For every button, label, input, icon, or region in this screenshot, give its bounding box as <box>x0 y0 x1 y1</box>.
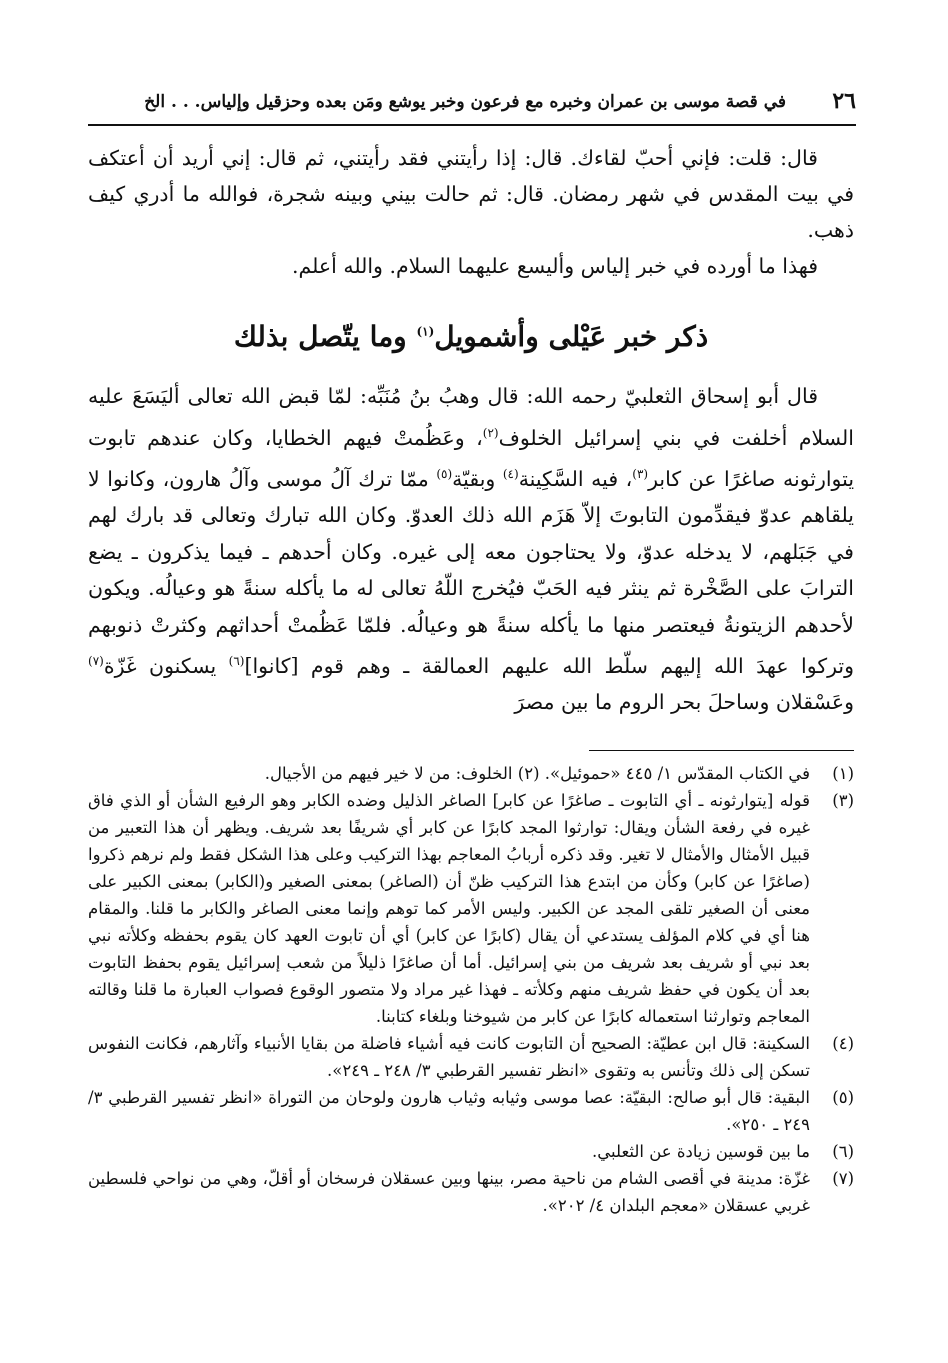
paragraph: فهذا ما أورده في خبر إلياس وأليسع عليهما السلام. والله أعلم. <box>291 254 818 278</box>
footnote-number: (٥) <box>832 1088 854 1107</box>
footnote-ref: (٢) <box>482 425 499 440</box>
footnote <box>88 787 854 1030</box>
text-run: ممّا ترك آلُ موسى وآلُ هارون، وكانوا لا يلقاهم عدوّ فيقدِّمون التابوتَ إلاّ هَزَم الله ذلك العدوّ. وكان الله تبارك وتعالى قد بارك لهم في جَبَلهم، لا يدخله عدوّ، ولا يحتاجون معه إلى غيره. وكان أحدهم ـ فيما يذكرون ـ يضع الترابَ على الصَّخْرة ثم ينثر فيه الحَبّ فيُخرج اللّهُ تعالى له ما يأكله سنةً هو وعيالُه. ويكون لأحدهم الزيتونةُ فيعتصر منها ما يأكله سنةً هو وعيالُه. فلمّا عَظُمتْ أحداثهم وكثرتْ ذنوبهم وتركوا عهدَ الله إليهم سلّط الله عليهم العمالقة ـ وهم قوم [كانوا] <box>88 466 854 678</box>
page-number: ٢٦ <box>832 88 856 114</box>
heading-text: وما يتّصل بذلك <box>233 320 417 353</box>
footnote <box>88 1084 854 1138</box>
footnotes <box>88 760 854 1219</box>
footnote-number: (٦) <box>832 1142 854 1161</box>
footnote-ref: (٣) <box>632 466 649 481</box>
footnote-text: البقية: قال أبو صالح: البقيّة: عصا موسى وثيابه وثياب هارون ولوحان من التوراة «انظر تفسير القرطبي ٣/ ٢٤٩ ـ ٢٥٠». <box>88 1088 810 1134</box>
footnote-ref: (١) <box>416 324 435 339</box>
footnote-text: في الكتاب المقدّس ١/ ٤٤٥ «حموئيل». (٢) الخلوف: من لا خير فيهم من الأجيال. <box>264 764 810 783</box>
footnote-separator <box>589 750 854 751</box>
footnote-text: قوله [يتوارثونه ـ أي التابوت ـ صاغرًا عن كابر] الصاغر الذليل وضده الكابر وهو الرفيع الشأن أو الذي فاق غيره في رفعة الشأن ويقال: توارثوا المجد كابرًا عن كابر أي شريفًا بعد شريف. ويظهر أن هذا التعبير من قبيل الأمثال والأمثال لا تغير. وقد ذكره أربابُ المعاجم بهذا التركيب وعلى هذا الشكل فقط ولم نرهم ذكروا (صاغرًا عن كابر) وكأن من ابتدع هذا التركيب ظنّ أن (الصاغر) بمعنى الصغير و(الكابر) بمعنى الكبير على معنى أن الصغير تلقى المجد عن الكبير. وليس الأمر كما توهم وإنما معنى الصاغر والكابر ما قلنا. والمقام هنا أي في كلام المؤلف يستدعي أن يقال (كابرًا عن كابر) أي أن تابوت العهد كان يقوم بحفظه وكلأته نبي بعد نبي أو شريف بعد شريف من بني إسرائيل. أما أن صاغرًا ذليلاً من شعب إسرائيل يقوم بحفظ التابوت بعد أن يكون في حفظ شريف منهم وكلأته ـ فهذا غير مراد ولا متصور الوقوع فصواب العبارة ما قلنا وقالته المعاجم وتوارثنا استعماله كابرًا عن كابر من شيوخنا وبلغاء كتابنا. <box>88 791 810 1026</box>
paragraph <box>88 378 854 721</box>
text-run: وبقيّة <box>452 466 503 491</box>
footnote-text: غزّة: مدينة في أقصى الشام من ناحية مصر، بينها وبين عسقلان فرسخان أو أقلّ، وهي من نواحي فلسطين غربي عسقلان «معجم البلدان ٤/ ٢٠٢». <box>88 1169 810 1215</box>
footnote-ref: (٥) <box>436 466 453 481</box>
page-header <box>88 88 856 126</box>
footnote <box>88 760 854 787</box>
footnote-number: (٤) <box>832 1034 854 1053</box>
footnote-ref: (٦) <box>228 654 245 669</box>
text-run: يسكنون غَزّة <box>103 653 229 678</box>
footnote-number: (٧) <box>832 1169 854 1188</box>
main-text <box>88 378 854 721</box>
paragraph: قال: قلت: فإني أحبّ لقاءك. قال: إذا رأيتني فقد رأيتني، ثم قال: إني أريد أن أعتكف في بيت المقدس في شهر رمضان. قال: ثم حالت بيني وبينه شجرة، فوالله ما أدري كيف ذهب. <box>88 146 854 242</box>
footnote <box>88 1030 854 1084</box>
footnote-ref: (٧) <box>88 654 104 669</box>
footnote-text: ما بين قوسين زيادة عن الثعلبي. <box>592 1142 810 1161</box>
text-run: وعَسْقلان وساحلَ بحر الروم ما بين مصرَ <box>514 690 854 715</box>
footnote <box>88 1165 854 1219</box>
footnote-number: (٣) <box>832 791 854 810</box>
footnote-text: السكينة: قال ابن عطيّة: الصحيح أن التابوت كانت فيه أشياء فاضلة من بقايا الأنبياء وآثارهم، فكانت النفوس تسكن إلى ذلك وتأنس به وتقوى «انظر تفسير القرطبي ٣/ ٢٤٨ ـ ٢٤٩». <box>88 1034 810 1080</box>
footnote-ref: (٤) <box>502 466 519 481</box>
top-text <box>88 140 854 284</box>
section-heading <box>88 320 854 353</box>
text-run: ، وعَظُمتْ فيهم الخطايا، وكان عندهم تابوت يتوارثونه صاغرًا عن كابر <box>88 425 855 491</box>
running-title: في قصة موسى بن عمران وخبره مع فرعون وخبر يوشع ومَن بعده وحزقيل وإلياس. . . الخ <box>144 92 786 112</box>
footnote-number: (١) <box>832 764 854 783</box>
heading-text: ذكر خبر عَيْلى وأشمويل <box>434 320 709 353</box>
footnote <box>88 1138 854 1165</box>
text-run: قال أبو إسحاق الثعلبيّ رحمه الله: قال وهبُ بنُ مُنَبِّه: لمّا قبض الله تعالى أليَسَعَ عليه السلام أخلفت في بني إسرائيل الخلوف <box>88 384 854 450</box>
text-run: ، فيه السَّكِينة <box>518 466 633 491</box>
